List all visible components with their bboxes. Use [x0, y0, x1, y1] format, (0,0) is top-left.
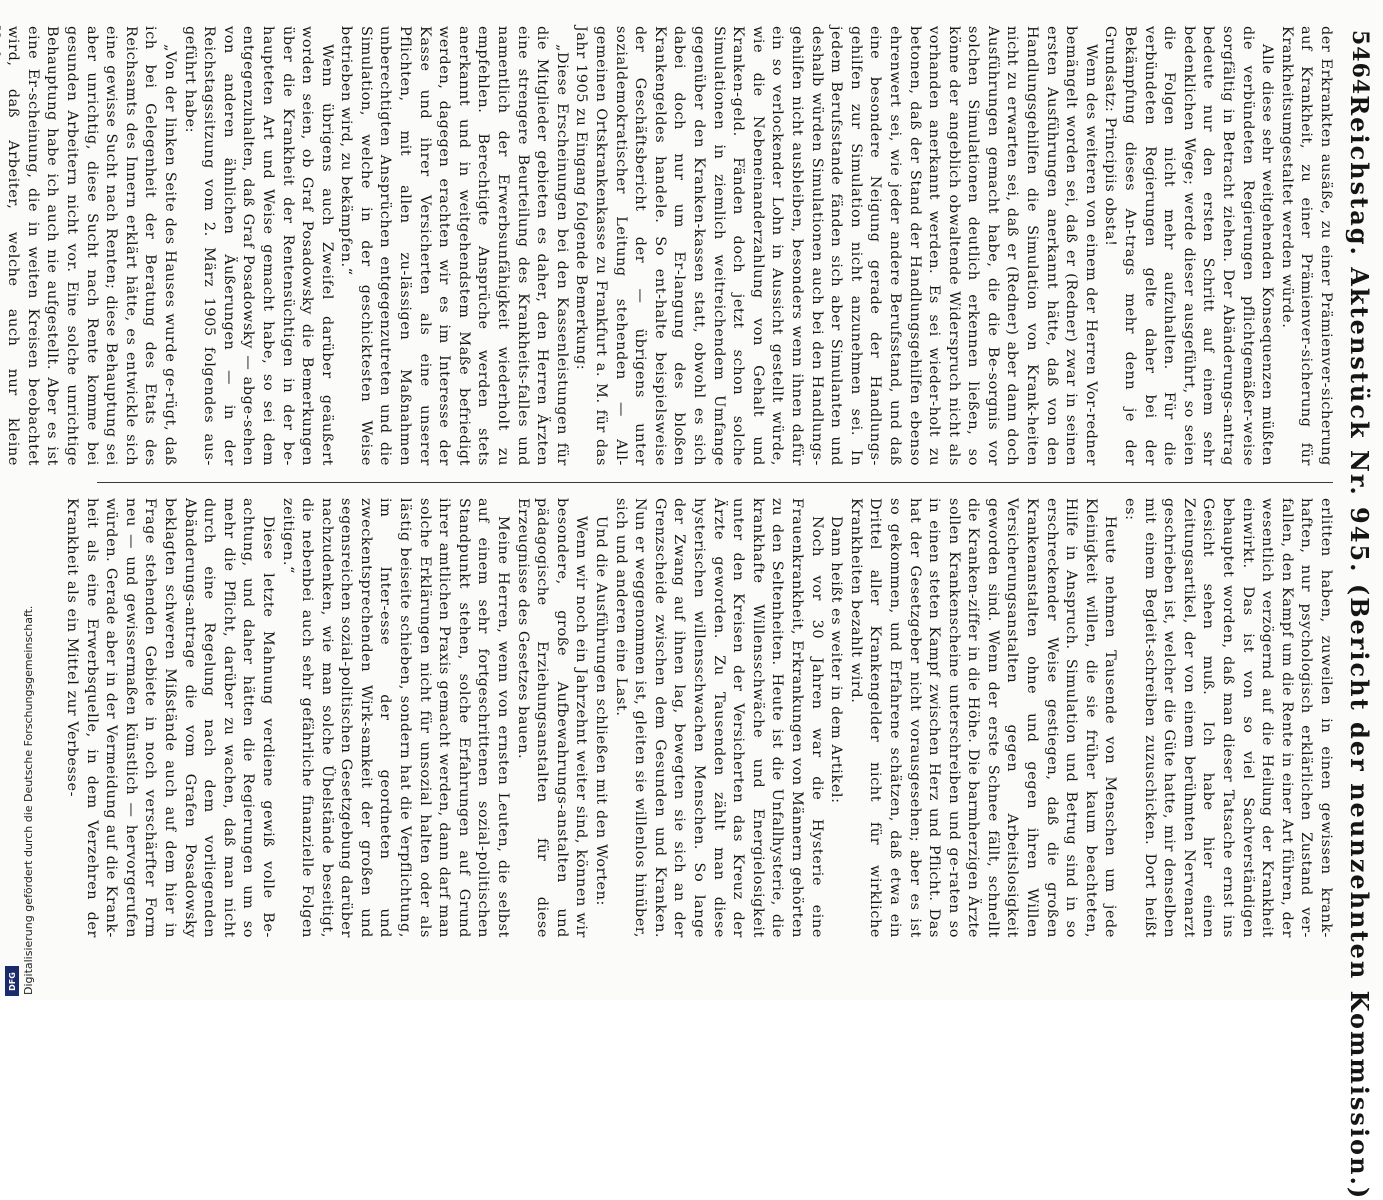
quote-paragraph: Wenn wir noch ein Jahrzehnt weiter sind, können wir besondere, große Aufbewahrungs-anstalten und pädagogische Erziehungsanstalten für diese Erzeugnisse des Gesetzes bauen.: [514, 498, 590, 938]
dfg-logo: [5, 966, 19, 996]
paragraph: Diese letzte Mahnung verdiene gewiß volle Be-achtung, und daher hätten die Regierungen um so mehr die Pflicht, darüber zu wachen, daß man nicht durch eine Regelung nach dem vorliegenden Abänderungs-antrage die vom Grafen Posadowsky beklagten schweren Mißstände auch auf dem hier in Frage stehenden Gebiete in noch verschärfter Form neu — und gewissermaßen künstlich — hervorgerufen würden. Gerade aber in der Vermeidung auf die Krank-heit als eine Erwerbsquelle, in dem Verzehren der Krankheit als ein Mittel zur Verbesse-: [64, 498, 276, 938]
paragraph: Wenn des weiteren von einem der Herren Vor-redner bemängelt worden sei, daß er (Redner) zwar in seinen ersten Ausführungen anerkannt hätte, daß von den Handlungsgehilfen die Simulation von Krank-heiten nicht zu erwarten sei, daß er (Redner) aber dann doch Ausführungen gemacht habe, die die Be-sorgnis vor solchen Simulationen deutlich erkennen ließen, so könne der angeblich obwaltende Widerspruch nicht als vorhanden anerkannt werden. Es sei wieder-holt zu betonen, daß der Stand der Handlungsgehilfen ebenso ehrenwert sei, wie jeder andere Berufsstand, und daß eine besondere Neigung gerade der Handlungs-gehilfen zur Simulation nicht anzunehmen sei. In jedem Berufsstande fänden sich aber Simulanten und deshalb würden Simulationen auch bei den Handlungs-gehilfen nicht ausbleiben, besonders wenn ihnen dafür ein so verlockender Lohn in Aussicht gestellt würde, wie die Nebeneinanderzahlung von Gehalt und Kranken-geld. Fänden doch jetzt schon solche Simulationen in ziemlich weitreichendem Umfange gegenüber den Kranken-kassen statt, obwohl es sich dabei doch nur um Er-langung des bloßen Krankengeldes handele. So ent-halte beispielsweise der Geschäftsbericht der — übrigens unter sozialdemokratischer Leitung stehenden — All-gemeinen Ortskrankenkasse zu Frankfurt a. M. für das Jahr 1905 zu Eingang folgende Bemerkung:: [573, 26, 1099, 466]
quote-paragraph: Noch vor 30 Jahren war die Hysterie eine Frauenkrankheit, Erkrankungen von Männern gehörten zu den Seltenheiten. Heute ist die Unfallhysterie, die krankhafte Willensschwäche und Energielosigkeit unter den Kreisen der Versicherten das Kreuz der Ärzte geworden. Zu Tausenden zählt man diese hysterischen willensschwachen Menschen. So lange der Zwang auf ihnen lag, bewegten sie sich an der Grenzscheide zwischen dem Gesunden und Kranken. Nun er weggenommen ist, gleiten sie willenlos hinüber, sich und anderen eine Last.: [612, 498, 825, 938]
digitization-credit: Digitalisierung gefördert durch die Deutsche Forschungsgemeinschaft.: [22, 605, 35, 995]
quote-paragraph: „Diese Erscheinungen bei den Kassenleistungen für die Mitglieder gebieten es daher, den Herren Ärzten eine strengere Beurteilung des Krankheits-falles und namentlich der Erwerbsunfähigkeit wiederholt zu empfehlen. Berechtigte Ansprüche werden stets anerkannt und in weitgehendstem Maße befriedigt werden, dagegen erachten wir es im Interesse der Kasse und ihrer Versicherten als eine unserer Pflichten, mit allen zu-lässigen Maßnahmen unberechtigten Ansprüchen entgegenzutreten und die Simulation, welche in der geschicktesten Weise betrieben wird, zu bekämpfen.“: [338, 26, 570, 466]
paragraph: Wenn übrigens auch Zweifel darüber geäußert worden seien, ob Graf Posadowsky die Bemerkungen über die Krankheit der Rentensüchtigen in der be-haupteten Art und Weise gemacht habe, so sei dem entgegenzuhalten, daß Graf Posadowsky — abge-sehen von anderen ähnlichen Äußerungen — in der Reichstagssitzung vom 2. März 1905 folgendes aus-geführt habe:: [181, 26, 335, 466]
running-head: Reichstag. Aktenstück Nr. 945. (Bericht der neunzehnten Kommission.): [1345, 95, 1375, 1200]
quote-paragraph: „Von der linken Seite des Hauses wurde ge-rügt, daß ich bei Gelegenheit der Beratung des Etats des Reichsamts des Innern erklärt hätte, es entwickle sich eine gewisse Sucht nach Renten; diese Behauptung sei aber unrichtig, diese Sucht nach Rente komme bei gesunden Arbeitern nicht vor. Eine solche unrichtige Behauptung habe ich auch nie aufgestellt. Aber es ist eine Er-scheinung, die in weiten Kreisen beobachtet wird, daß Arbeiter, welche auch nur kleine: [5, 26, 178, 466]
page-header: [1343, 30, 1377, 1200]
paragraph: Und die Ausführungen schließen mit den Worten:: [593, 516, 610, 906]
dfg-logo-label: DFG: [7, 971, 17, 991]
column-divider: [97, 482, 1333, 483]
paragraph: Meine Herren, wenn von ernsten Leuten, die selbst auf einem sehr fortgeschrittenen sozial-politischen Standpunkt stehen, solche Erfahrungen auf Grund ihrer amtlichen Praxis gemacht werden, dann darf man solche Erklärungen nicht für unsozial halten oder als lästig beiseite schieben, sondern hat die Verpflichtung, im Inter-esse der geordneten und zweckentsprechenden Wirk-samkeit der großen und segensreichen sozial-politischen Gesetzgebung darüber nachzudenken, wie man solche Übelstände beseitigt, die nebenbei auch sehr gefährliche finanzielle Folgen zeitigen.“: [279, 498, 512, 938]
quote-paragraph: Heute nehmen Tausende von Menschen um jede Kleinigkeit willen, die sie früher kaum beachteten, Hilfe in Anspruch. Simulation und Betrug sind in so erschreckender Weise gestiegen, daß die großen Krankenanstalten ohne und gegen ihren Willen Versicherungsanstalten gegen Arbeitslosigkeit geworden sind. Wenn der erste Schnee fällt, schnellt die Kranken-ziffer in die Höhe. Die barmherzigen Ärzte sollen Krankenscheine unterschreiben und ge-raten so in einen steten Kampf zwischen Herz und Pflicht. Das hat der Gesetzgeber nicht vorausgesehen; aber es ist so gekommen, und Erfahrene schätzen, daß etwa ein Drittel aller Krankengelder nicht für wirkliche Krankheiten bezahlt wird.: [847, 498, 1119, 938]
paragraph: Dann heißt es weiter in dem Artikel:: [828, 516, 845, 804]
left-text-column: [5, 26, 1335, 466]
page-number: 5464: [1347, 30, 1373, 96]
paragraph: der Erkrankten ausäße, zu einer Prämienver-sicherung auf Krankheit, zu einer Prämienver-sicherung für Krankheitsumgestaltet werden würde.: [1278, 26, 1334, 466]
attribution-strip: [0, 0, 35, 1000]
right-text-column: [64, 498, 1335, 938]
paragraph: erlitten haben, zuweilen in einen gewissen krank-haften, nur psychologisch erklärlichen Zustand ver-fallen, den Kampf um die Rente in einer Art führen, der wesentlich verzögernd auf die Heilung der Krankheit einwirkt. Das ist von so viel Sachverständigen behauptet worden, daß man dieser Tatsache ernst ins Gesicht sehen muß. Ich habe hier einen Zeitungsartikel, der von einem berühmten Nervenarzt geschrieben ist, welcher die Güte hatte, mir denselben mit einem Begleit-schreiben zuzuschicken. Dort heißt es:: [1122, 498, 1334, 938]
paragraph: Alle diese sehr weitgehenden Konsequenzen müßten die verbündeten Regierungen pflichtgemäßer-weise sorgfältig in Betracht ziehen. Der Abänderungs-antrag bedeute nur den ersten Schritt auf einem sehr bedenklichen Wege; werde dieser ausgeführt, so seien die Folgen nicht mehr aufzuhalten. Für die verbündeten Regierungen gelte daher bei der Bekämpfung dieses An-trags mehr denn je der Grundsatz: Principiis obsta!: [1102, 26, 1276, 466]
